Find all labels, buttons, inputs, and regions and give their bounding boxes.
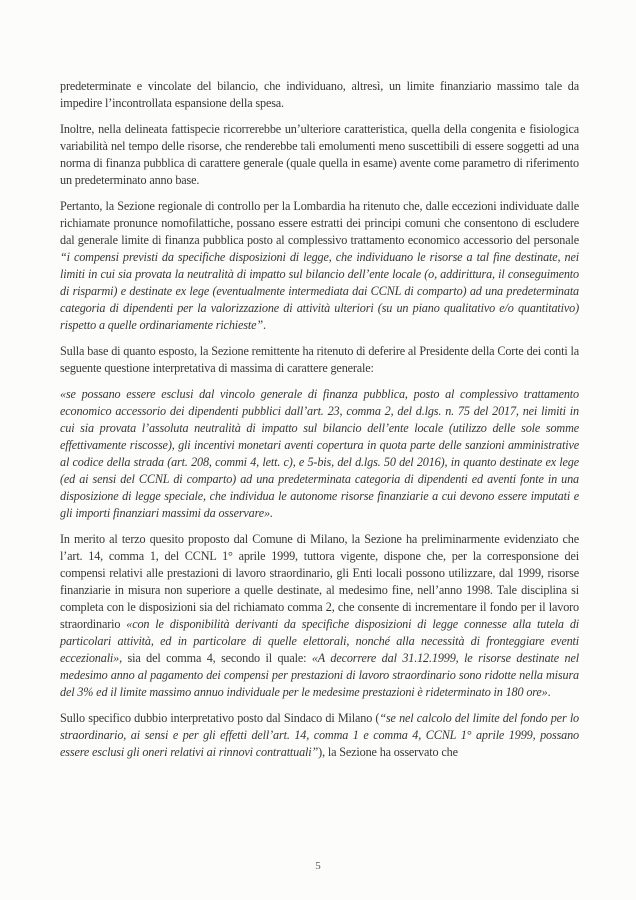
text-run: , sia del comma 4, secondo il quale: [119,651,312,665]
text-run: Pertanto, la Sezione regionale di controllo per la Lombardia ha ritenuto che, dalle eccezioni individuate dalle richiamate pronunce nomofilattiche, possano essere estratti dei principi comuni che consentono di escludere dal generale limite di finanza pubblica posto al complessivo trattamento economico accessorio del personale [60,199,579,247]
paragraph [60,386,579,522]
paragraph [60,710,579,761]
paragraph [60,121,579,189]
text-run: Sullo specifico dubbio interpretativo posto dal Sindaco di Milano ( [60,711,380,725]
text-run: . [262,318,266,332]
italic-text-run: “i compensi previsti da specifiche disposizioni di legge, che individuano le risorse a tal fine destinate, nei limiti in cui sia provata la neutralità di impatto sul bilancio dell’ente locale (o, addirittura, il conseguimento di risparmi) e destinate ex lege (eventualmente intermediata dai CCNL di comparto) ad una predeterminata categoria di dipendenti per la valorizzazione di attività ulteriori (su un piano qualitativo e/o quantitativo) rispetto a quelle ordinariamente richieste” [60,250,579,332]
text-run: Sulla base di quanto esposto, la Sezione remittente ha ritenuto di deferire al Presidente della Corte dei conti la seguente questione interpretativa di massima di carattere generale: [60,344,579,375]
italic-text-run: “se nel calcolo del limite del fondo per lo straordinario, ai sensi e per gli effetti dell’art. 14, comma 1 e comma 4, CCNL 1° aprile 1999, possano essere esclusi gli oneri relativi ai rinnovi contrattuali” [60,711,579,759]
text-column [60,78,579,770]
italic-text-run: «con le disponibilità derivanti da specifiche disposizioni di legge connesse alla tutela di particolari attività, ed in particolare di quelle elettorali, nonché alla necessità di fronteggiare eventi eccezionali» [60,617,579,665]
text-run: . [547,685,551,699]
page-number: 5 [315,860,321,872]
italic-text-run: «A decorrere dal 31.12.1999, le risorse destinate nel medesimo anno al pagamento dei compensi per prestazioni di lavoro straordinario sono ridotte nella misura del 3% ed il limite massimo annuo individuale per le medesime prestazioni è rideterminato in 180 ore» [60,651,579,699]
paragraph [60,343,579,377]
italic-text-run: «se possano essere esclusi dal vincolo generale di finanza pubblica, posto al complessivo trattamento economico accessorio dei dipendenti pubblici dall’art. 23, comma 2, del d.lgs. n. 75 del 2017, nei limiti in cui sia provata l’assoluta neutralità di impatto sul bilancio dell’ente locale (utilizzo delle sole somme effettivamente riscosse), gli incentivi monetari aventi copertura in quota parte delle sanzioni amministrative al codice della strada (art. 208, commi 4, lett. c), e 5-bis, del d.lgs. 50 del 2016), in quanto destinate ex lege (ed ai sensi del CCNL di comparto) ad una predeterminata categoria di dipendenti ed aventi fonte in una disposizione di legge speciale, che individua le autonome risorse finanziarie a cui devono essere imputati e gli importi finanziari massimi da osservare». [60,387,579,520]
paragraph [60,198,579,334]
text-run: ), la Sezione ha osservato che [318,745,458,759]
paragraph [60,78,579,112]
paragraph [60,531,579,701]
text-run: In merito al terzo quesito proposto dal Comune di Milano, la Sezione ha preliminarmente evidenziato che l’art. 14, comma 1, del CCNL 1° aprile 1999, tuttora vigente, dispone che, per la corresponsione dei compensi relativi alle prestazioni di lavoro straordinario, gli Enti locali possono utilizzare, dal 1999, risorse finanziarie in misura non superiore a quelle destinate, al medesimo fine, nell’anno 1998. Tale disciplina si completa con le disposizioni sia del richiamato comma 2, che consente di incrementare il fondo per il lavoro straordinario [60,532,579,631]
text-run: Inoltre, nella delineata fattispecie ricorrerebbe un’ulteriore caratteristica, quella della congenita e fisiologica variabilità nel tempo delle risorse, che renderebbe tali emolumenti meno suscettibili di essere soggetti ad una norma di finanza pubblica di carattere generale (quale quella in esame) avente come parametro di riferimento un predeterminato anno base. [60,122,579,187]
text-run: predeterminate e vincolate del bilancio, che individuano, altresì, un limite finanziario massimo tale da impedire l’incontrollata espansione della spesa. [60,79,579,110]
